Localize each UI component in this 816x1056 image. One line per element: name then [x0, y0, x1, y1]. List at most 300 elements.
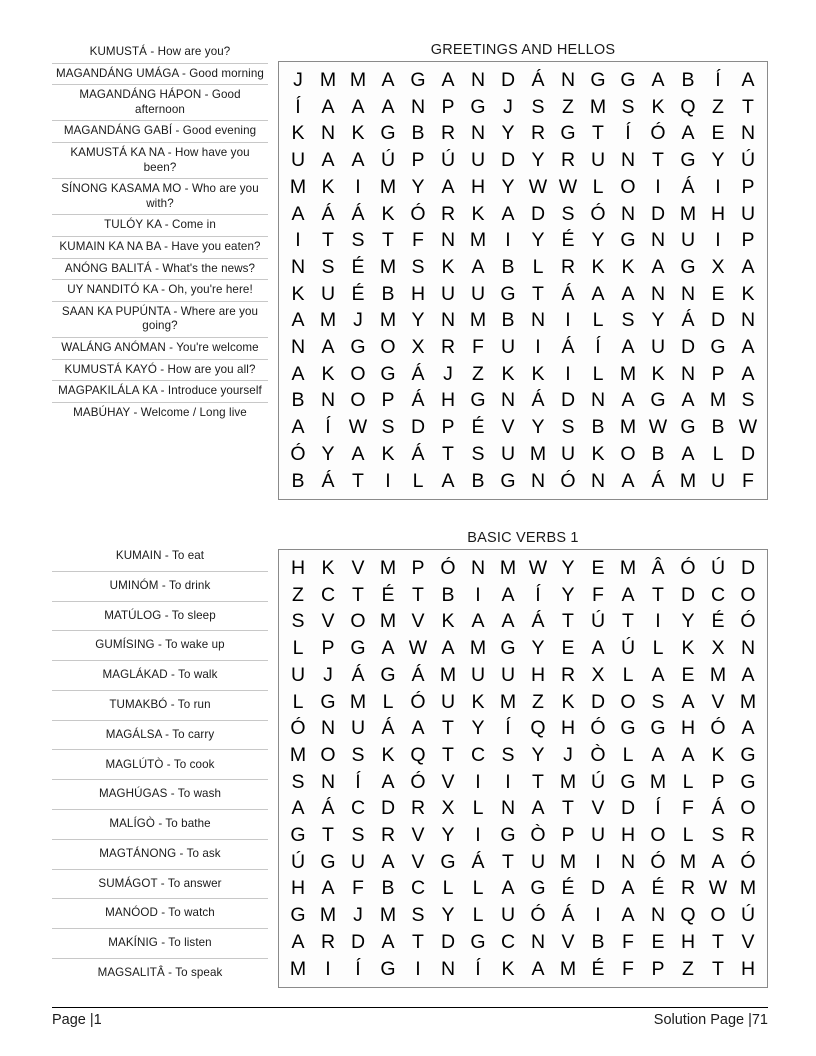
- grid-cell[interactable]: A: [591, 282, 605, 305]
- grid-cell[interactable]: N: [530, 930, 546, 953]
- grid-cell[interactable]: G: [680, 149, 696, 172]
- grid-cell[interactable]: M: [679, 850, 697, 873]
- grid-cell[interactable]: L: [682, 824, 694, 847]
- grid-cell[interactable]: K: [561, 690, 575, 713]
- grid-cell[interactable]: Á: [561, 904, 575, 927]
- grid-cell[interactable]: M: [499, 690, 517, 713]
- grid-cell[interactable]: L: [682, 770, 694, 793]
- grid-cell[interactable]: H: [710, 202, 726, 225]
- grid-cell[interactable]: H: [680, 717, 696, 740]
- grid-cell[interactable]: R: [440, 122, 456, 145]
- grid-cell[interactable]: K: [711, 743, 725, 766]
- grid-cell[interactable]: N: [620, 850, 636, 873]
- grid-cell[interactable]: B: [441, 583, 455, 606]
- grid-cell[interactable]: Á: [411, 362, 425, 385]
- grid-cell[interactable]: L: [712, 442, 724, 465]
- grid-cell[interactable]: R: [440, 336, 456, 359]
- grid-cell[interactable]: Y: [411, 309, 425, 332]
- grid-cell[interactable]: K: [501, 957, 515, 980]
- grid-cell[interactable]: Í: [535, 583, 541, 606]
- grid-cell[interactable]: N: [620, 149, 636, 172]
- grid-cell[interactable]: A: [741, 663, 755, 686]
- grid-cell[interactable]: N: [440, 229, 456, 252]
- grid-cell[interactable]: K: [681, 637, 695, 660]
- grid-cell[interactable]: H: [290, 877, 306, 900]
- grid-cell[interactable]: A: [651, 663, 665, 686]
- grid-cell[interactable]: N: [290, 336, 306, 359]
- grid-cell[interactable]: K: [381, 442, 395, 465]
- grid-cell[interactable]: U: [650, 336, 666, 359]
- grid-cell[interactable]: É: [561, 229, 575, 252]
- grid-cell[interactable]: U: [500, 442, 516, 465]
- grid-cell[interactable]: Y: [561, 583, 575, 606]
- grid-cell[interactable]: I: [595, 850, 601, 873]
- grid-cell[interactable]: M: [379, 255, 397, 278]
- grid-cell[interactable]: O: [350, 362, 366, 385]
- grid-cell[interactable]: A: [501, 583, 515, 606]
- grid-cell[interactable]: A: [621, 336, 635, 359]
- grid-cell[interactable]: K: [501, 362, 515, 385]
- grid-cell[interactable]: L: [442, 877, 454, 900]
- grid-cell[interactable]: U: [440, 282, 456, 305]
- grid-cell[interactable]: L: [652, 637, 664, 660]
- grid-cell[interactable]: K: [381, 743, 395, 766]
- grid-cell[interactable]: D: [530, 202, 546, 225]
- grid-cell[interactable]: U: [590, 824, 606, 847]
- grid-cell[interactable]: R: [410, 797, 426, 820]
- grid-cell[interactable]: I: [655, 610, 661, 633]
- grid-cell[interactable]: A: [291, 416, 305, 439]
- grid-cell[interactable]: W: [408, 637, 428, 660]
- grid-cell[interactable]: M: [379, 610, 397, 633]
- grid-cell[interactable]: U: [740, 202, 756, 225]
- grid-cell[interactable]: M: [619, 416, 637, 439]
- grid-cell[interactable]: Í: [355, 957, 361, 980]
- grid-cell[interactable]: Í: [475, 957, 481, 980]
- grid-cell[interactable]: V: [711, 690, 725, 713]
- grid-cell[interactable]: K: [591, 255, 605, 278]
- grid-cell[interactable]: T: [592, 122, 604, 145]
- grid-cell[interactable]: J: [323, 663, 333, 686]
- grid-cell[interactable]: M: [559, 770, 577, 793]
- grid-cell[interactable]: N: [320, 389, 336, 412]
- grid-cell[interactable]: W: [528, 557, 548, 579]
- grid-cell[interactable]: O: [740, 583, 756, 606]
- grid-cell[interactable]: R: [320, 930, 336, 953]
- grid-cell[interactable]: Q: [530, 717, 546, 740]
- grid-cell[interactable]: M: [439, 663, 457, 686]
- grid-cell[interactable]: Í: [625, 122, 631, 145]
- grid-cell[interactable]: A: [321, 877, 335, 900]
- grid-cell[interactable]: A: [621, 877, 635, 900]
- grid-cell[interactable]: A: [351, 149, 365, 172]
- grid-cell[interactable]: S: [621, 309, 635, 332]
- grid-cell[interactable]: Í: [325, 416, 331, 439]
- grid-cell[interactable]: U: [500, 336, 516, 359]
- grid-cell[interactable]: A: [291, 930, 305, 953]
- grid-cell[interactable]: A: [741, 362, 755, 385]
- grid-cell[interactable]: G: [470, 389, 486, 412]
- grid-cell[interactable]: U: [290, 149, 306, 172]
- grid-cell[interactable]: S: [351, 743, 365, 766]
- grid-cell[interactable]: A: [291, 202, 305, 225]
- grid-cell[interactable]: T: [502, 850, 514, 873]
- grid-cell[interactable]: P: [411, 557, 425, 579]
- grid-cell[interactable]: M: [469, 309, 487, 332]
- grid-cell[interactable]: A: [441, 637, 455, 660]
- grid-cell[interactable]: A: [351, 442, 365, 465]
- grid-cell[interactable]: K: [321, 557, 335, 579]
- grid-cell[interactable]: U: [350, 717, 366, 740]
- grid-cell[interactable]: Ú: [440, 149, 456, 172]
- grid-cell[interactable]: N: [530, 309, 546, 332]
- grid-cell[interactable]: A: [381, 69, 395, 91]
- grid-cell[interactable]: S: [291, 770, 305, 793]
- grid-cell[interactable]: F: [742, 469, 754, 492]
- grid-cell[interactable]: Á: [531, 610, 545, 633]
- grid-cell[interactable]: Á: [681, 309, 695, 332]
- grid-cell[interactable]: G: [590, 69, 606, 91]
- grid-cell[interactable]: Ú: [740, 149, 756, 172]
- grid-cell[interactable]: Á: [321, 202, 335, 225]
- grid-cell[interactable]: J: [353, 309, 363, 332]
- grid-cell[interactable]: G: [290, 824, 306, 847]
- grid-cell[interactable]: O: [320, 743, 336, 766]
- grid-cell[interactable]: M: [739, 690, 757, 713]
- grid-cell[interactable]: T: [322, 824, 334, 847]
- grid-cell[interactable]: Ó: [680, 557, 696, 579]
- grid-cell[interactable]: G: [500, 637, 516, 660]
- grid-cell[interactable]: A: [681, 389, 695, 412]
- grid-cell[interactable]: L: [592, 309, 604, 332]
- grid-cell[interactable]: C: [320, 583, 336, 606]
- letter-grid-basic-verbs[interactable]: [283, 555, 763, 982]
- grid-cell[interactable]: G: [680, 416, 696, 439]
- grid-cell[interactable]: N: [320, 717, 336, 740]
- grid-cell[interactable]: É: [351, 255, 365, 278]
- grid-cell[interactable]: G: [740, 770, 756, 793]
- grid-cell[interactable]: L: [472, 904, 484, 927]
- grid-cell[interactable]: G: [470, 95, 486, 118]
- grid-cell[interactable]: A: [381, 930, 395, 953]
- grid-cell[interactable]: D: [500, 69, 516, 91]
- grid-cell[interactable]: P: [321, 637, 335, 660]
- grid-cell[interactable]: D: [680, 336, 696, 359]
- grid-cell[interactable]: I: [475, 770, 481, 793]
- grid-cell[interactable]: L: [592, 175, 604, 198]
- grid-cell[interactable]: Á: [381, 717, 395, 740]
- grid-cell[interactable]: E: [711, 122, 725, 145]
- grid-cell[interactable]: E: [681, 663, 695, 686]
- grid-cell[interactable]: Y: [441, 904, 455, 927]
- grid-cell[interactable]: M: [559, 957, 577, 980]
- grid-cell[interactable]: P: [441, 95, 455, 118]
- grid-cell[interactable]: A: [621, 583, 635, 606]
- grid-cell[interactable]: D: [740, 442, 756, 465]
- grid-cell[interactable]: L: [622, 743, 634, 766]
- grid-cell[interactable]: M: [349, 69, 367, 91]
- grid-cell[interactable]: S: [321, 255, 335, 278]
- grid-cell[interactable]: M: [739, 877, 757, 900]
- grid-cell[interactable]: H: [620, 824, 636, 847]
- grid-cell[interactable]: Z: [712, 95, 724, 118]
- grid-cell[interactable]: I: [505, 770, 511, 793]
- grid-cell[interactable]: D: [650, 202, 666, 225]
- grid-cell[interactable]: Y: [321, 442, 335, 465]
- grid-cell[interactable]: M: [469, 229, 487, 252]
- grid-cell[interactable]: K: [471, 202, 485, 225]
- grid-cell[interactable]: W: [558, 175, 578, 198]
- grid-cell[interactable]: B: [591, 416, 605, 439]
- grid-cell[interactable]: L: [292, 690, 304, 713]
- grid-cell[interactable]: I: [295, 229, 301, 252]
- grid-cell[interactable]: Z: [472, 362, 484, 385]
- grid-cell[interactable]: Q: [680, 95, 696, 118]
- grid-cell[interactable]: D: [440, 930, 456, 953]
- grid-cell[interactable]: N: [680, 362, 696, 385]
- grid-cell[interactable]: G: [680, 255, 696, 278]
- grid-cell[interactable]: Í: [355, 770, 361, 793]
- grid-cell[interactable]: N: [500, 797, 516, 820]
- grid-cell[interactable]: L: [382, 690, 394, 713]
- grid-cell[interactable]: M: [379, 309, 397, 332]
- grid-cell[interactable]: A: [501, 202, 515, 225]
- grid-cell[interactable]: R: [680, 877, 696, 900]
- grid-cell[interactable]: Á: [351, 202, 365, 225]
- grid-cell[interactable]: P: [411, 149, 425, 172]
- grid-cell[interactable]: Q: [410, 743, 426, 766]
- grid-cell[interactable]: U: [350, 850, 366, 873]
- grid-cell[interactable]: A: [681, 690, 695, 713]
- grid-cell[interactable]: B: [681, 69, 695, 91]
- grid-cell[interactable]: N: [470, 122, 486, 145]
- grid-cell[interactable]: S: [381, 416, 395, 439]
- grid-cell[interactable]: A: [621, 904, 635, 927]
- grid-cell[interactable]: A: [351, 95, 365, 118]
- grid-cell[interactable]: V: [411, 850, 425, 873]
- grid-cell[interactable]: A: [621, 389, 635, 412]
- grid-cell[interactable]: F: [622, 957, 634, 980]
- grid-cell[interactable]: L: [472, 877, 484, 900]
- grid-cell[interactable]: N: [620, 202, 636, 225]
- grid-cell[interactable]: Y: [531, 229, 545, 252]
- grid-cell[interactable]: Á: [321, 797, 335, 820]
- grid-cell[interactable]: S: [351, 229, 365, 252]
- grid-cell[interactable]: Z: [562, 95, 574, 118]
- grid-cell[interactable]: A: [591, 637, 605, 660]
- grid-cell[interactable]: F: [352, 877, 364, 900]
- grid-cell[interactable]: M: [649, 770, 667, 793]
- grid-cell[interactable]: M: [619, 362, 637, 385]
- grid-cell[interactable]: A: [291, 362, 305, 385]
- grid-cell[interactable]: K: [531, 362, 545, 385]
- grid-cell[interactable]: C: [350, 797, 366, 820]
- grid-cell[interactable]: Ú: [710, 557, 726, 579]
- grid-cell[interactable]: Ó: [650, 122, 666, 145]
- grid-cell[interactable]: T: [412, 583, 424, 606]
- grid-cell[interactable]: Ú: [290, 850, 306, 873]
- grid-cell[interactable]: N: [410, 95, 426, 118]
- grid-cell[interactable]: J: [563, 743, 573, 766]
- grid-cell[interactable]: K: [441, 255, 455, 278]
- grid-cell[interactable]: H: [440, 389, 456, 412]
- grid-cell[interactable]: A: [471, 255, 485, 278]
- grid-cell[interactable]: Á: [351, 663, 365, 686]
- grid-cell[interactable]: P: [561, 824, 575, 847]
- grid-cell[interactable]: A: [621, 282, 635, 305]
- grid-cell[interactable]: A: [741, 717, 755, 740]
- grid-cell[interactable]: O: [350, 389, 366, 412]
- grid-cell[interactable]: M: [679, 202, 697, 225]
- grid-cell[interactable]: G: [620, 229, 636, 252]
- grid-cell[interactable]: F: [592, 583, 604, 606]
- grid-cell[interactable]: Y: [711, 149, 725, 172]
- grid-cell[interactable]: M: [319, 309, 337, 332]
- grid-cell[interactable]: Á: [471, 850, 485, 873]
- grid-cell[interactable]: G: [500, 469, 516, 492]
- grid-cell[interactable]: S: [291, 610, 305, 633]
- grid-cell[interactable]: É: [591, 957, 605, 980]
- grid-cell[interactable]: U: [440, 690, 456, 713]
- grid-cell[interactable]: A: [321, 95, 335, 118]
- grid-cell[interactable]: Á: [711, 797, 725, 820]
- grid-cell[interactable]: G: [740, 743, 756, 766]
- grid-cell[interactable]: D: [410, 416, 426, 439]
- grid-cell[interactable]: O: [620, 690, 636, 713]
- grid-cell[interactable]: S: [651, 690, 665, 713]
- grid-cell[interactable]: Ó: [440, 557, 456, 579]
- grid-cell[interactable]: F: [682, 797, 694, 820]
- grid-cell[interactable]: Ò: [590, 743, 606, 766]
- grid-cell[interactable]: U: [530, 850, 546, 873]
- grid-cell[interactable]: S: [531, 95, 545, 118]
- grid-cell[interactable]: S: [561, 202, 575, 225]
- grid-cell[interactable]: K: [651, 362, 665, 385]
- grid-cell[interactable]: Ó: [590, 717, 606, 740]
- grid-cell[interactable]: G: [440, 850, 456, 873]
- grid-cell[interactable]: Í: [295, 95, 301, 118]
- grid-cell[interactable]: P: [441, 416, 455, 439]
- grid-cell[interactable]: S: [351, 824, 365, 847]
- grid-cell[interactable]: X: [711, 637, 725, 660]
- grid-cell[interactable]: P: [711, 362, 725, 385]
- grid-cell[interactable]: É: [651, 877, 665, 900]
- grid-cell[interactable]: N: [740, 122, 756, 145]
- grid-cell[interactable]: T: [532, 282, 544, 305]
- grid-cell[interactable]: Ó: [410, 770, 426, 793]
- grid-cell[interactable]: Q: [680, 904, 696, 927]
- grid-cell[interactable]: O: [710, 904, 726, 927]
- grid-cell[interactable]: M: [349, 690, 367, 713]
- grid-cell[interactable]: V: [411, 824, 425, 847]
- grid-cell[interactable]: S: [411, 904, 425, 927]
- grid-cell[interactable]: M: [379, 175, 397, 198]
- grid-cell[interactable]: M: [559, 850, 577, 873]
- grid-cell[interactable]: V: [741, 930, 755, 953]
- grid-cell[interactable]: F: [412, 229, 424, 252]
- grid-cell[interactable]: W: [528, 175, 548, 198]
- grid-cell[interactable]: Ú: [590, 770, 606, 793]
- grid-cell[interactable]: Á: [651, 469, 665, 492]
- grid-cell[interactable]: J: [503, 95, 513, 118]
- grid-cell[interactable]: R: [440, 202, 456, 225]
- grid-cell[interactable]: G: [710, 336, 726, 359]
- grid-cell[interactable]: A: [501, 877, 515, 900]
- grid-cell[interactable]: H: [740, 957, 756, 980]
- grid-cell[interactable]: Ó: [740, 850, 756, 873]
- grid-cell[interactable]: T: [652, 149, 664, 172]
- grid-cell[interactable]: K: [441, 610, 455, 633]
- grid-cell[interactable]: M: [379, 557, 397, 579]
- grid-cell[interactable]: A: [681, 442, 695, 465]
- grid-cell[interactable]: A: [651, 69, 665, 91]
- grid-cell[interactable]: G: [410, 69, 426, 91]
- grid-cell[interactable]: X: [711, 255, 725, 278]
- grid-cell[interactable]: Í: [715, 69, 721, 91]
- grid-cell[interactable]: N: [590, 389, 606, 412]
- grid-cell[interactable]: Y: [651, 309, 665, 332]
- grid-cell[interactable]: A: [441, 175, 455, 198]
- grid-cell[interactable]: Ó: [560, 469, 576, 492]
- grid-cell[interactable]: K: [291, 122, 305, 145]
- grid-cell[interactable]: R: [560, 149, 576, 172]
- grid-cell[interactable]: T: [442, 743, 454, 766]
- grid-cell[interactable]: I: [415, 957, 421, 980]
- grid-cell[interactable]: I: [505, 229, 511, 252]
- grid-cell[interactable]: Ú: [620, 637, 636, 660]
- grid-cell[interactable]: C: [410, 877, 426, 900]
- grid-cell[interactable]: D: [680, 583, 696, 606]
- grid-cell[interactable]: G: [470, 930, 486, 953]
- grid-cell[interactable]: M: [619, 557, 637, 579]
- grid-cell[interactable]: N: [650, 282, 666, 305]
- grid-cell[interactable]: K: [471, 690, 485, 713]
- grid-cell[interactable]: M: [589, 95, 607, 118]
- grid-cell[interactable]: P: [741, 229, 755, 252]
- grid-cell[interactable]: I: [535, 336, 541, 359]
- grid-cell[interactable]: J: [293, 69, 303, 91]
- grid-cell[interactable]: M: [709, 389, 727, 412]
- grid-cell[interactable]: T: [322, 229, 334, 252]
- grid-cell[interactable]: S: [621, 95, 635, 118]
- grid-cell[interactable]: U: [470, 663, 486, 686]
- grid-cell[interactable]: A: [471, 610, 485, 633]
- grid-cell[interactable]: G: [350, 336, 366, 359]
- grid-cell[interactable]: B: [381, 282, 395, 305]
- grid-cell[interactable]: N: [320, 122, 336, 145]
- grid-cell[interactable]: A: [381, 850, 395, 873]
- grid-cell[interactable]: I: [595, 904, 601, 927]
- grid-cell[interactable]: E: [651, 930, 665, 953]
- grid-cell[interactable]: B: [291, 469, 305, 492]
- grid-cell[interactable]: T: [412, 930, 424, 953]
- grid-cell[interactable]: K: [291, 282, 305, 305]
- grid-cell[interactable]: A: [291, 309, 305, 332]
- grid-cell[interactable]: U: [470, 282, 486, 305]
- grid-cell[interactable]: F: [472, 336, 484, 359]
- grid-cell[interactable]: É: [711, 610, 725, 633]
- grid-cell[interactable]: É: [351, 282, 365, 305]
- grid-cell[interactable]: A: [741, 69, 755, 91]
- grid-cell[interactable]: T: [382, 229, 394, 252]
- grid-cell[interactable]: I: [565, 309, 571, 332]
- grid-cell[interactable]: G: [350, 637, 366, 660]
- grid-cell[interactable]: X: [411, 336, 425, 359]
- grid-cell[interactable]: S: [711, 824, 725, 847]
- grid-cell[interactable]: R: [740, 824, 756, 847]
- grid-cell[interactable]: O: [620, 442, 636, 465]
- grid-cell[interactable]: L: [472, 797, 484, 820]
